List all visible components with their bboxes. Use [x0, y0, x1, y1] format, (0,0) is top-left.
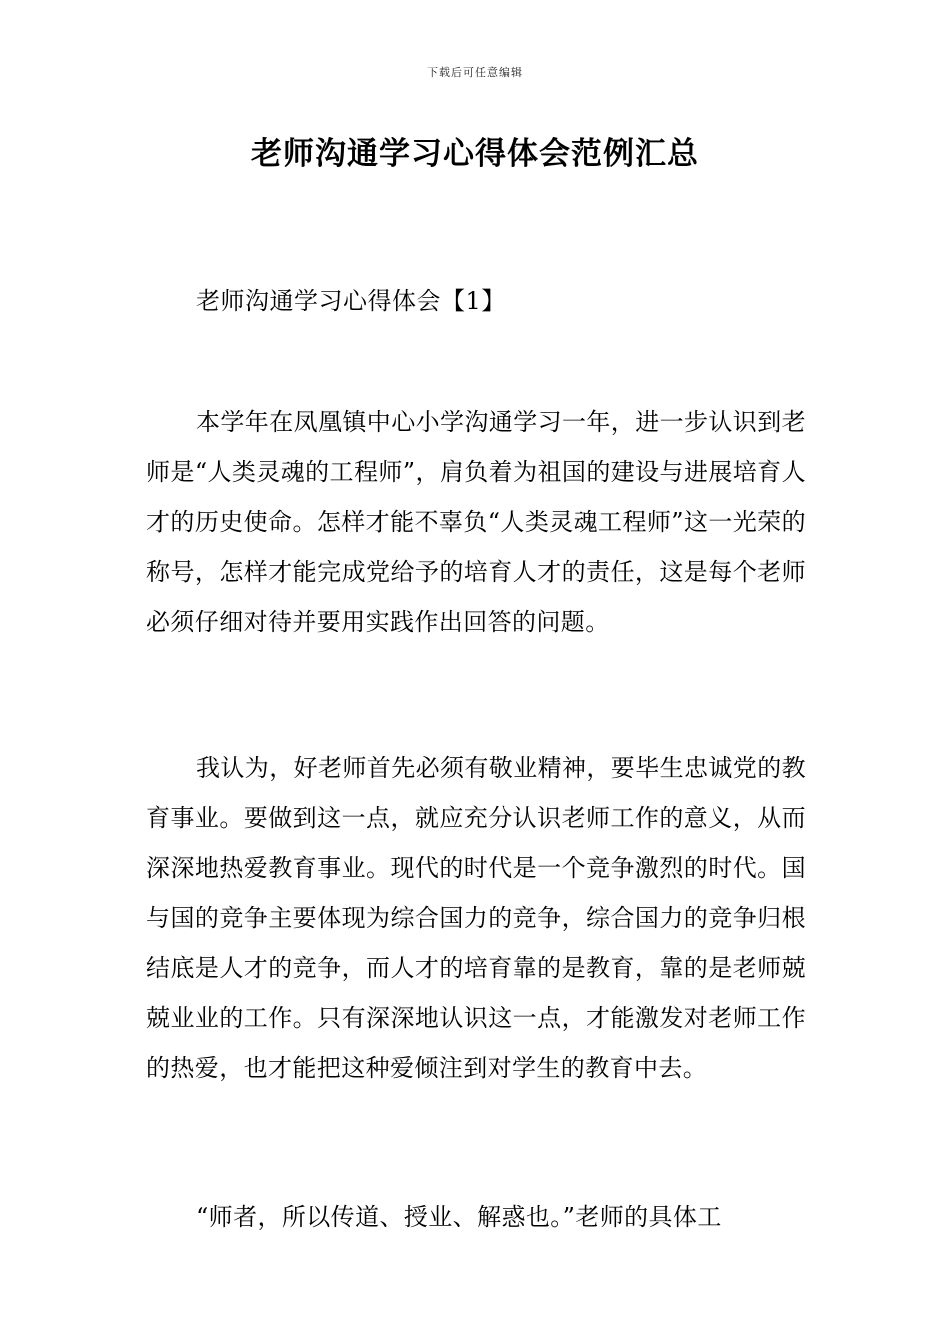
paragraph-1: 本学年在凤凰镇中心小学沟通学习一年，进一步认识到老师是“人类灵魂的工程师”，肩负着为祖国的建设与进展培育人才的历史使命。怎样才能不辜负“人类灵魂工程师”这一光荣的称号，怎样才能完成党给予的培育人才的责任，这是每个老师必须仔细对待并要用实践作出回答的问题。: [146, 408, 806, 636]
paragraph-3: “师者，所以传道、授业、解惑也。”老师的具体工: [196, 1203, 722, 1231]
header-note: 下载后可任意编辑: [427, 66, 523, 79]
document-title: 老师沟通学习心得体会范例汇总: [251, 136, 699, 172]
paragraph-2: 我认为，好老师首先必须有敬业精神，要毕生忠诚党的教育事业。要做到这一点，就应充分认识老师工作的意义，从而深深地热爱教育事业。现代的时代是一个竞争激烈的时代。国与国的竞争主要体现为综合国力的竞争，综合国力的竞争归根结底是人才的竞争，而人才的培育靠的是教育，靠的是老师兢兢业业的工作。只有深深地认识这一点，才能激发对老师工作的热爱，也才能把这种爱倾注到对学生的教育中去。: [146, 754, 806, 1082]
section-heading: 老师沟通学习心得体会【1】: [196, 287, 506, 315]
